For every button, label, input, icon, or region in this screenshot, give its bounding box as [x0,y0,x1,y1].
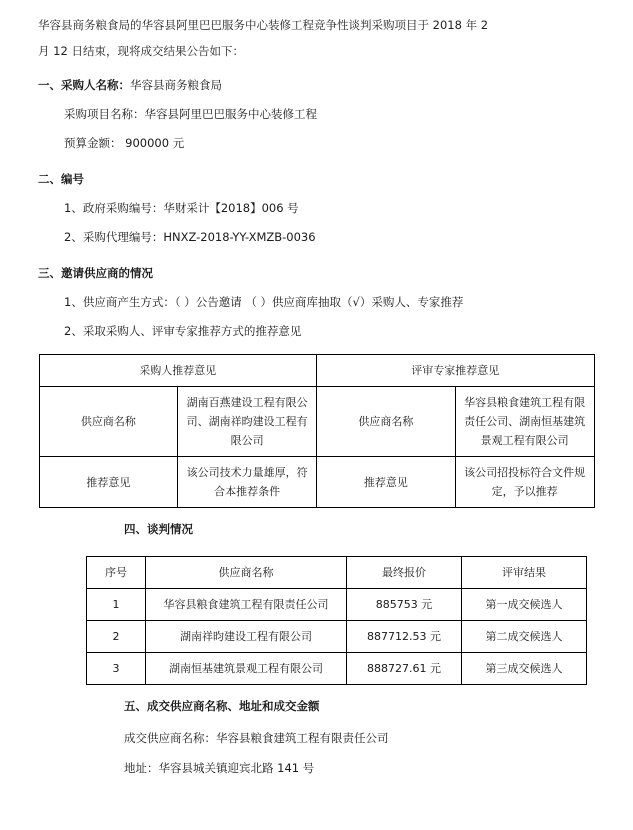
neg-row-2-no: 3 [87,653,146,685]
rec-header-right: 评审专家推荐意见 [317,355,595,387]
section-5-item-1: 成交供应商名称：华容县粮食建筑工程有限责任公司 [124,731,389,745]
section-2-item-2: 2、采购代理编号：HNXZ-2018-YY-XMZB-0036 [64,230,316,244]
table-row [39,387,594,457]
section-3-item-2: 2、采取采购人、评审专家推荐方式的推荐意见 [64,324,302,338]
neg-col-3: 评审结果 [462,557,587,589]
intro-paragraph [38,12,595,64]
neg-row-1-no: 2 [87,621,146,653]
section-5-item-2: 地址：华容县城关镇迎宾北路 141 号 [124,761,315,775]
section-4-heading: 四、谈判情况 [124,522,193,536]
neg-row-0-price: 885753 元 [347,589,462,621]
section-1-heading-value: 华容县商务粮食局 [130,78,222,92]
section-2-item-1: 1、政府采购编号：华财采计【2018】006 号 [64,201,299,215]
neg-row-1-price: 887712.53 元 [347,621,462,653]
neg-col-1: 供应商名称 [146,557,347,589]
section-3-item-1: 1、供应商产生方式：（ ）公告邀请 （ ）供应商库抽取（√）采购人、专家推荐 [64,295,464,309]
neg-row-2-name: 湖南恒基建筑景观工程有限公司 [146,653,347,685]
section-1-item-2: 预算金额： 900000 元 [64,136,185,150]
rec-header-left: 采购人推荐意见 [39,355,317,387]
section-3-heading: 三、邀请供应商的情况 [38,266,153,280]
neg-row-1-name: 湖南祥昀建设工程有限公司 [146,621,347,653]
negotiation-table [86,556,587,685]
rec-row-1-left-value: 该公司技术力量雄厚，符合本推荐条件 [178,457,317,508]
section-2-heading: 二、编号 [38,172,84,186]
rec-row-1-right-value: 该公司招投标符合文件规定，予以推荐 [455,457,594,508]
neg-row-0-name: 华容县粮食建筑工程有限责任公司 [146,589,347,621]
table-row [87,589,587,621]
recommendation-table [39,354,595,508]
section-5-heading: 五、成交供应商名称、地址和成交金额 [124,699,320,713]
neg-row-1-result: 第二成交候选人 [462,621,587,653]
table-row [87,557,587,589]
neg-col-2: 最终报价 [347,557,462,589]
neg-row-0-no: 1 [87,589,146,621]
recommendation-table-wrap [38,346,595,512]
section-1-item-1: 采购项目名称：华容县阿里巴巴服务中心装修工程 [64,107,317,121]
intro-line-1: 华容县商务粮食局的华容县阿里巴巴服务中心装修工程竞争性谈判采购项目于 2018 年 2 [38,18,489,32]
rec-row-1-left-label: 推荐意见 [39,457,178,508]
neg-row-2-price: 888727.61 元 [347,653,462,685]
neg-col-0: 序号 [87,557,146,589]
rec-row-0-right-value: 华容县粮食建筑工程有限责任公司、湖南恒基建筑景观工程有限公司 [455,387,594,457]
rec-row-0-left-value: 湖南百燕建设工程有限公司、湖南祥昀建设工程有限公司 [178,387,317,457]
rec-row-0-left-label: 供应商名称 [39,387,178,457]
section-1-heading [38,70,595,100]
neg-row-0-result: 第一成交候选人 [462,589,587,621]
rec-row-1-right-label: 推荐意见 [317,457,456,508]
table-row [39,457,594,508]
intro-line-2: 月 12 日结束，现将成交结果公告如下： [38,44,244,58]
neg-row-2-result: 第三成交候选人 [462,653,587,685]
table-row [39,355,594,387]
table-row [87,653,587,685]
table-row [87,621,587,653]
rec-row-0-right-label: 供应商名称 [317,387,456,457]
section-1-heading-label: 一、采购人名称： [38,78,130,92]
